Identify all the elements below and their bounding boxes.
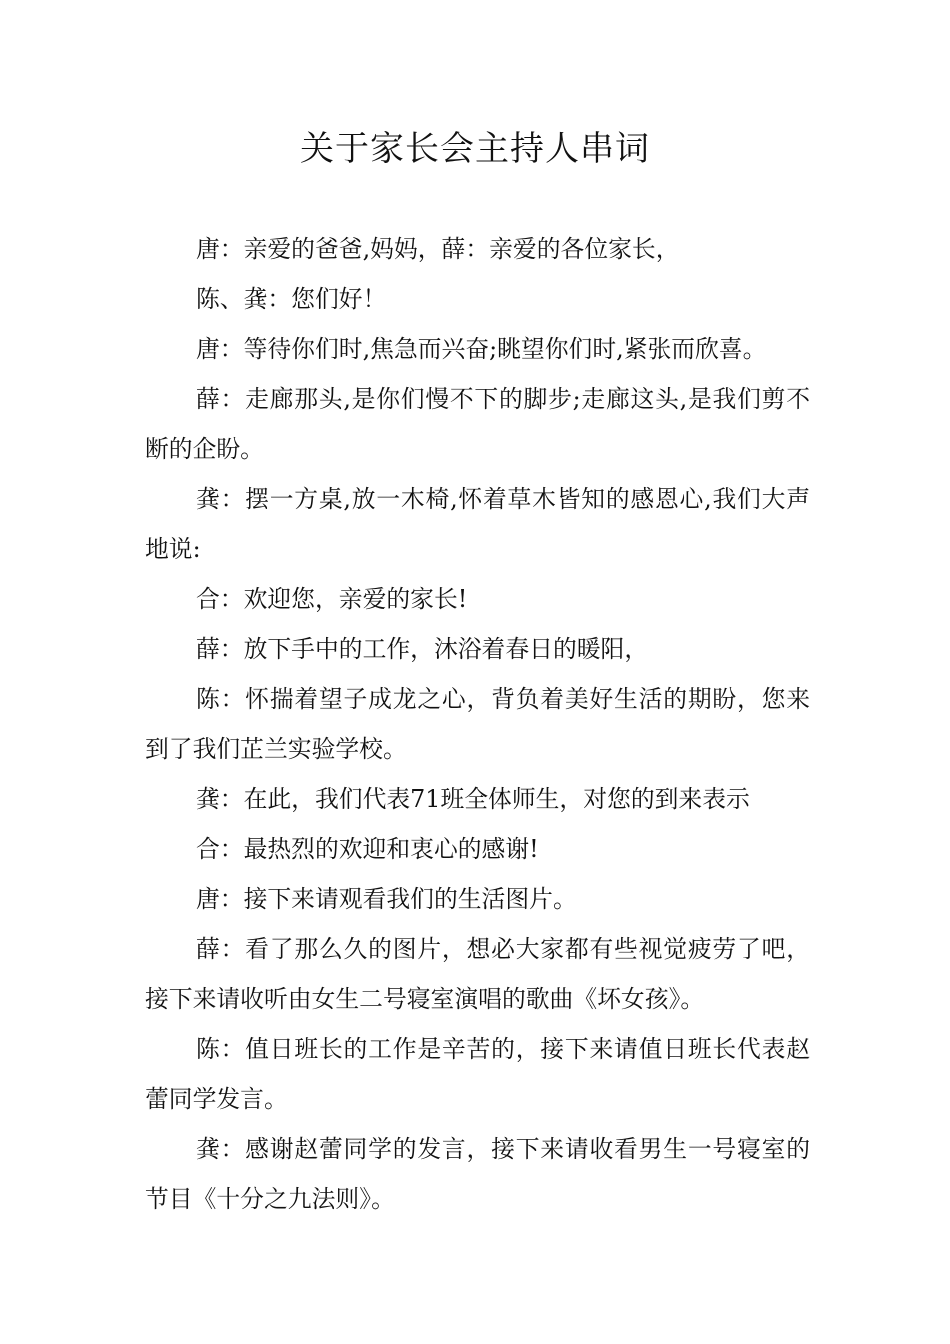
paragraph: 薛：走廊那头,是你们慢不下的脚步;走廊这头,是我们剪不断的企盼。 [145,385,810,463]
paragraph: 陈：值日班长的工作是辛苦的，接下来请值日班长代表赵蕾同学发言。 [145,1035,810,1113]
paragraph: 合：最热烈的欢迎和衷心的感谢! [196,835,539,863]
paragraph: 唐：亲爱的爸爸,妈妈，薛：亲爱的各位家长， [196,235,680,263]
paragraph: 唐：等待你们时,焦急而兴奋;眺望你们时,紧张而欣喜。 [196,335,767,363]
paragraph: 龚：摆一方桌,放一木椅,怀着草木皆知的感恩心,我们大声地说: [145,485,810,563]
paragraph: 薛：放下手中的工作，沐浴着春日的暖阳， [196,635,649,663]
paragraph: 合：欢迎您，亲爱的家长! [196,585,468,613]
paragraph: 陈：怀揣着望子成龙之心，背负着美好生活的期盼，您来到了我们芷兰实验学校。 [145,685,810,763]
paragraph: 龚：感谢赵蕾同学的发言，接下来请收看男生一号寝室的节目《十分之九法则》。 [145,1135,810,1213]
paragraph: 唐：接下来请观看我们的生活图片。 [196,885,577,913]
paragraph: 龚：在此，我们代表71班全体师生，对您的到来表示 [196,785,750,813]
document-title: 关于家长会主持人串词 [300,129,650,169]
paragraph: 陈、龚：您们好！ [196,285,387,313]
document-body [145,224,810,1224]
paragraph: 薛：看了那么久的图片，想必大家都有些视觉疲劳了吧，接下来请收听由女生二号寝室演唱的歌曲《坏女孩》。 [145,935,810,1013]
